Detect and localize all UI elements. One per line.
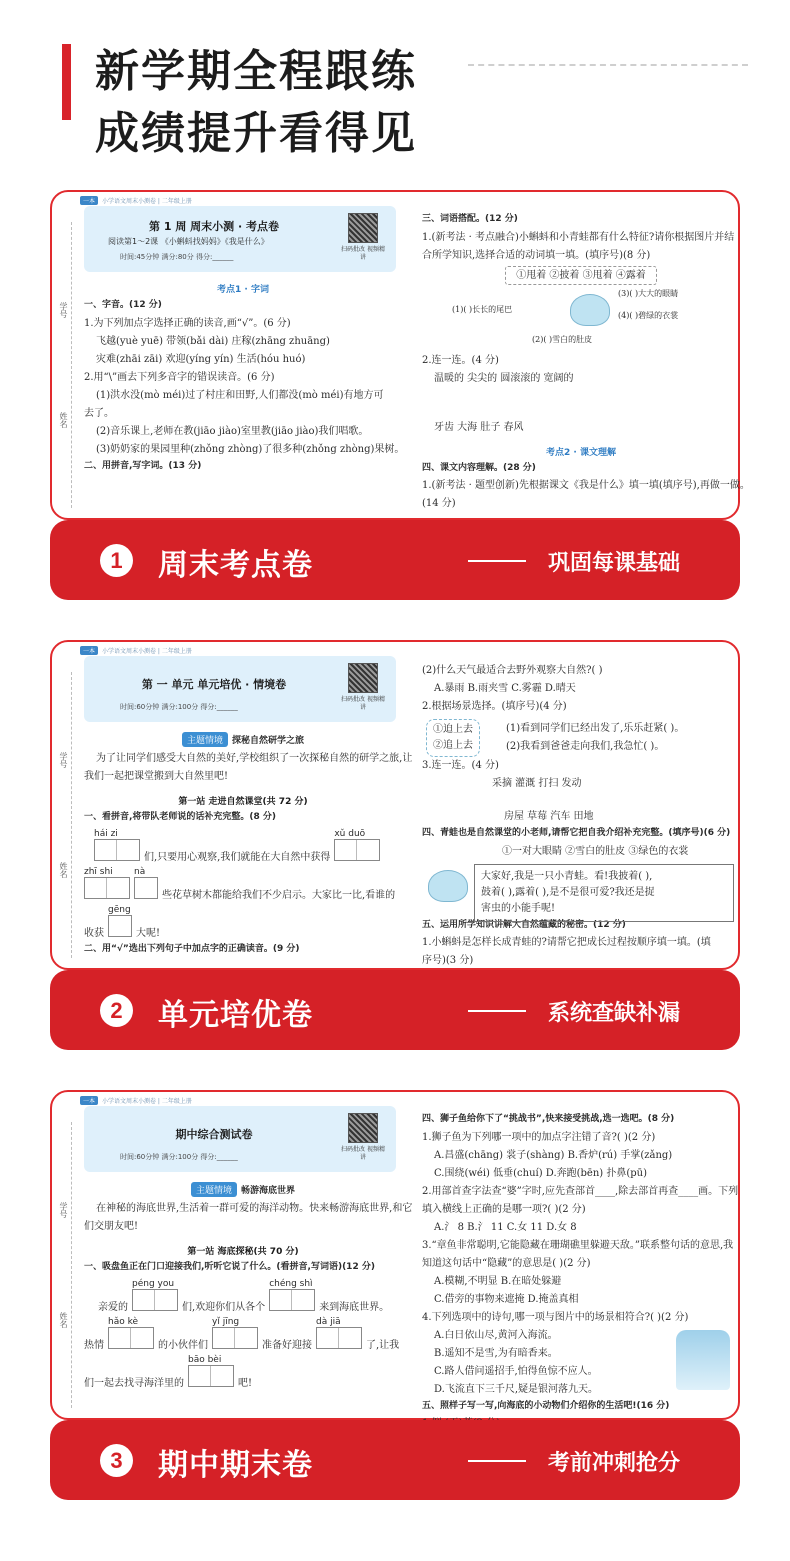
doc-line: A.白日依山尽,黄河入海流。	[434, 1329, 558, 1341]
doc-line: 四、狮子鱼给你下了“挑战书”,快来接受挑战,选一选吧。(8 分)	[422, 1114, 675, 1124]
doc-header-meta: 时间:60分钟 满分:100分 得分:______	[120, 703, 238, 711]
number-badge: 2	[100, 994, 133, 1027]
number-badge: 1	[100, 544, 133, 577]
section-heading: 第一站 海底探秘(共 70 分)	[187, 1247, 299, 1257]
doc-line: 去了。	[84, 407, 114, 419]
doc-header-meta: 时间:60分钟 满分:100分 得分:______	[120, 1153, 238, 1161]
doc-line: 知道这句话中“隐藏”的意思是( )(2 分)	[422, 1257, 591, 1269]
option-box: ①甩着 ②披着 ③甩着 ④露着	[505, 266, 657, 285]
hero-title-line-2: 成绩提升看得见	[95, 108, 417, 159]
doc-binding-margin: 学号 姓名	[56, 192, 74, 518]
doc-line: (1)( )长长的尾巴	[452, 304, 513, 314]
doc-line: D.飞流直下三千尺,疑是银河落九天。	[434, 1383, 599, 1395]
doc-line: A.暴雨 B.雨夹雪 C.雾霾 D.晴天	[434, 683, 576, 694]
writing-grid[interactable]	[84, 877, 130, 899]
doc-series-label: 一本 小学语文周末小测卷 | 二年级上册	[80, 646, 192, 655]
banner-divider	[468, 1460, 526, 1462]
banner-title: 期中期末卷	[158, 1448, 313, 1483]
section-heading: 考点1 · 字词	[217, 285, 269, 295]
doc-line: 灾难(zhāi zāi) 欢迎(yíng yín) 生活(hóu huó)	[96, 353, 306, 365]
doc-header-title: 第 1 周 周末小测 · 考点卷	[149, 220, 279, 233]
doc-line: 房屋 草莓 汽车 田地	[504, 811, 594, 822]
banner-divider	[468, 560, 526, 562]
doc-line: 飞越(yuè yuē) 带领(bǎi dài) 庄稼(zhāng zhuāng)	[96, 335, 330, 347]
writing-grid[interactable]	[269, 1289, 315, 1311]
doc-line: 五、照样子写一写,向海底的小动物们介绍你的生活吧!(16 分)	[422, 1400, 670, 1411]
doc-left-column	[84, 1106, 413, 1393]
doc-line: 四、青蛙也是自然课堂的小老师,请帮它把自我介绍补充完整。(填序号)(6 分)	[422, 828, 731, 838]
doc-line: 填入横线上正确的是哪一项?( )(2 分)	[422, 1203, 586, 1215]
pinyin-row: hái zi 们,只要用心观察,我们就能在大自然中获得 xǔ duō	[84, 829, 402, 863]
pinyin-row: 热情 hǎo kè 的小伙伴们 yǐ jīng 准备好迎接 dà jiā 了,让我	[84, 1316, 400, 1351]
hero-title-line-1: 新学期全程跟练	[95, 46, 417, 97]
doc-line: A.昌盛(chāng) 裳子(shàng) B.香炉(rú) 手掌(zǎng)	[434, 1149, 673, 1161]
qr-caption: 扫码批改 视频精讲	[341, 696, 385, 711]
doc-preview-frame	[50, 640, 740, 970]
doc-line: C.围绕(wéi) 低垂(chuí) D.奔跑(bēn) 扑鼻(pū)	[434, 1167, 648, 1179]
pinyin-row: zhī shi nà 些花草树木都能给我们不少启示。大家比一比,看谁的	[84, 866, 396, 901]
doc-line: A.氵 8 B.氵 11 C.女 11 D.女 8	[434, 1221, 577, 1233]
theme-heading: 主题情境 探秘自然研学之旅	[84, 732, 402, 747]
card-banner	[50, 520, 740, 600]
doc-line: 3.连一连。(4 分)	[422, 760, 499, 771]
writing-grid[interactable]	[134, 877, 158, 899]
doc-line: A.模糊,不明显 B.在暗处躲避	[434, 1275, 562, 1287]
banner-title: 单元培优卷	[158, 998, 313, 1033]
doc-line: (2)我看到爸爸走向我们,我急忙( )。	[506, 741, 665, 752]
doc-line: 3.“章鱼非常聪明,它能隐藏在珊瑚礁里躲避天敌。”联系整句话的意思,我	[422, 1239, 734, 1251]
hero-dashed-line	[468, 64, 748, 66]
banner-divider	[468, 1010, 526, 1012]
doc-line: (1)看到同学们已经出发了,乐乐赶紧( )。	[506, 723, 685, 734]
doc-line: 2.用“\”画去下列多音字的错误读音。(6 分)	[84, 371, 275, 383]
doc-line: 温暖的 尖尖的 圆滚滚的 宽阔的	[434, 372, 574, 384]
doc-binding-margin: 学号 姓名	[56, 1092, 74, 1418]
writing-grid[interactable]	[132, 1289, 178, 1311]
writing-grid[interactable]	[212, 1327, 258, 1349]
doc-line: 们交朋友吧!	[84, 1221, 139, 1232]
writing-grid[interactable]	[108, 1327, 154, 1349]
card-banner	[50, 1420, 740, 1500]
doc-line: 2.连一连。(4 分)	[422, 354, 499, 366]
doc-preview	[52, 1092, 738, 1418]
doc-line: C.路人借问遥招手,怕得鱼惊不应人。	[434, 1365, 598, 1377]
doc-line: 为了让同学们感受大自然的美好,学校组织了一次探秘自然的研学之旅,让	[96, 753, 413, 764]
doc-line: 五、运用所学知识讲解大自然蕴藏的秘密。(12 分)	[422, 919, 626, 930]
doc-series-label: 一本 小学语文周末小测卷 | 二年级上册	[80, 1096, 192, 1105]
doc-line: 2.根据场景选择。(填序号)(4 分)	[422, 701, 567, 712]
banner-title: 周末考点卷	[158, 548, 313, 583]
doc-line: 一、吸盘鱼正在门口迎接我们,听听它说了什么。(看拼音,写词语)(12 分)	[84, 1262, 375, 1272]
speech-box: 大家好,我是一只小青蛙。看!我披着( ), 鼓着( ),露着( ),是不是很可爱?我还是捉 害虫的小能手呢!	[474, 864, 734, 922]
waterfall-illustration	[676, 1330, 730, 1390]
doc-left-column	[84, 656, 413, 959]
writing-grid[interactable]	[108, 915, 132, 937]
doc-line: (3)( )大大的眼睛	[618, 288, 679, 298]
doc-line: 牙齿 大海 肚子 春风	[434, 421, 524, 433]
frog-illustration	[428, 870, 468, 902]
doc-line: 1.(新考法 · 题型创新)先根据课文《我是什么》填一填(填序号),再做一做。	[422, 480, 750, 491]
doc-header-box	[84, 656, 396, 722]
writing-grid[interactable]	[316, 1327, 362, 1349]
banner-subtitle: 考前冲刺抢分	[548, 1451, 681, 1476]
section-heading: 第一站 走进自然课堂(共 72 分)	[178, 797, 308, 807]
doc-line: 二、用拼音,写字词。(13 分)	[84, 460, 202, 471]
doc-header-sub: 阅读第1～2课 《小蝌蚪找妈妈》《我是什么》	[108, 237, 269, 246]
doc-line: 一、字音。(12 分)	[84, 300, 162, 310]
doc-preview	[52, 642, 738, 968]
doc-line: (14 分)	[422, 498, 456, 509]
doc-header-box	[84, 1106, 396, 1172]
doc-line: 一、看拼音,将带队老师说的话补充完整。(8 分)	[84, 812, 277, 822]
doc-line: 在神秘的海底世界,生活着一群可爱的海洋动物。快来畅游海底世界,和它	[96, 1203, 413, 1214]
qr-code-icon	[348, 663, 378, 693]
doc-header-title: 期中综合测试卷	[175, 1128, 253, 1141]
doc-right-column	[422, 660, 740, 971]
theme-heading: 主题情境 畅游海底世界	[84, 1182, 402, 1197]
writing-grid[interactable]	[188, 1365, 234, 1387]
doc-line: 1.狮子鱼为下列哪一项中的加点字注错了音?( )(2 分)	[422, 1131, 656, 1143]
doc-line: C.借旁的事物来遮掩 D.掩盖真相	[434, 1293, 579, 1305]
doc-line: 四、课文内容理解。(28 分)	[422, 462, 536, 473]
doc-line: 三、词语搭配。(12 分)	[422, 214, 518, 224]
writing-grid[interactable]	[334, 839, 380, 861]
pinyin-row: 们一起去找寻海洋里的 bāo bèi 吧!	[84, 1354, 253, 1389]
doc-line: 1.(新考法 · 考点融合)小蝌蚪和小青蛙都有什么特征?请你根据图片并结	[422, 231, 735, 243]
card-banner	[50, 970, 740, 1050]
doc-line: 1.小蝌蚪是怎样长成青蛙的?请帮它把成长过程按顺序填一填。(填	[422, 937, 711, 948]
doc-right-column	[422, 210, 750, 514]
qr-code-icon	[348, 1113, 378, 1143]
doc-line: ①一对大眼睛 ②雪白的肚皮 ③绿色的衣裳	[502, 845, 689, 857]
doc-line: (3)奶奶家的果园里种(zhǒng zhòng)了很多种(zhǒng zhòng)果树。	[96, 443, 405, 455]
doc-line: (2)( )雪白的肚皮	[532, 334, 593, 344]
qr-caption: 扫码批改 视频精讲	[341, 1146, 385, 1161]
doc-line: 我们一起把课堂搬到大自然里吧!	[84, 771, 229, 782]
doc-line: 2.用部首查字法查“婆”字时,应先查部首____,除去部首再查____画。下列	[422, 1185, 739, 1197]
doc-line: (1)洪水没(mò méi)过了村庄和田野,人们都没(mò méi)有地方可	[96, 389, 384, 401]
hero-accent-bar	[62, 44, 71, 120]
doc-line: (2)什么天气最适合去野外观察大自然?( )	[422, 665, 603, 676]
qr-code-icon	[348, 213, 378, 243]
option-box: ①迫上去 ②追上去	[426, 719, 480, 757]
doc-line: 序号)(3 分)	[422, 955, 474, 966]
doc-preview	[52, 192, 750, 518]
doc-series-label: 一本 小学语文周末小测卷 | 二年级上册	[80, 196, 192, 205]
doc-line: 4.下列选项中的诗句,哪一项与图片中的场景相符合?( )(2 分)	[422, 1311, 689, 1323]
doc-line: 1.为下列加点字选择正确的读音,画“√”。(6 分)	[84, 317, 291, 329]
doc-left-column	[84, 206, 405, 476]
section-heading: 考点2 · 课文理解	[546, 447, 616, 458]
doc-header-box	[84, 206, 396, 272]
doc-line: 采摘 灌溉 打扫 发动	[492, 778, 582, 789]
doc-line: 合所学知识,选择合适的动词填一填。(填序号)(8 分)	[422, 249, 651, 261]
doc-right-column	[422, 1110, 740, 1452]
pinyin-row: 亲爱的 péng you 们,欢迎你们从各个 chéng shì 来到海底世界。	[98, 1278, 390, 1313]
number-badge: 3	[100, 1444, 133, 1477]
banner-subtitle: 巩固每课基础	[548, 551, 681, 576]
doc-line: (2)音乐课上,老师在教(jiāo jiào)室里教(jiāo jiào)我们唱歌。	[96, 425, 369, 437]
doc-header-title: 第 一 单元 单元培优 · 情境卷	[141, 678, 287, 691]
doc-line: B.遥知不是雪,为有暗香来。	[434, 1347, 558, 1359]
banner-subtitle: 系统查缺补漏	[548, 1001, 681, 1026]
doc-binding-margin: 学号 姓名	[56, 642, 74, 968]
doc-preview-frame	[50, 1090, 740, 1420]
doc-header-meta: 时间:45分钟 满分:80分 得分:______	[120, 253, 234, 261]
writing-grid[interactable]	[94, 839, 140, 861]
doc-line: (4)( )碧绿的衣裳	[618, 310, 679, 320]
qr-caption: 扫码批改 视频精讲	[341, 246, 385, 261]
doc-line: 二、用“√”选出下列句子中加点字的正确读音。(9 分)	[84, 943, 300, 954]
pinyin-row: 收获 gēng 大呢!	[84, 904, 161, 939]
doc-preview-frame	[50, 190, 750, 520]
frog-illustration	[570, 294, 610, 326]
